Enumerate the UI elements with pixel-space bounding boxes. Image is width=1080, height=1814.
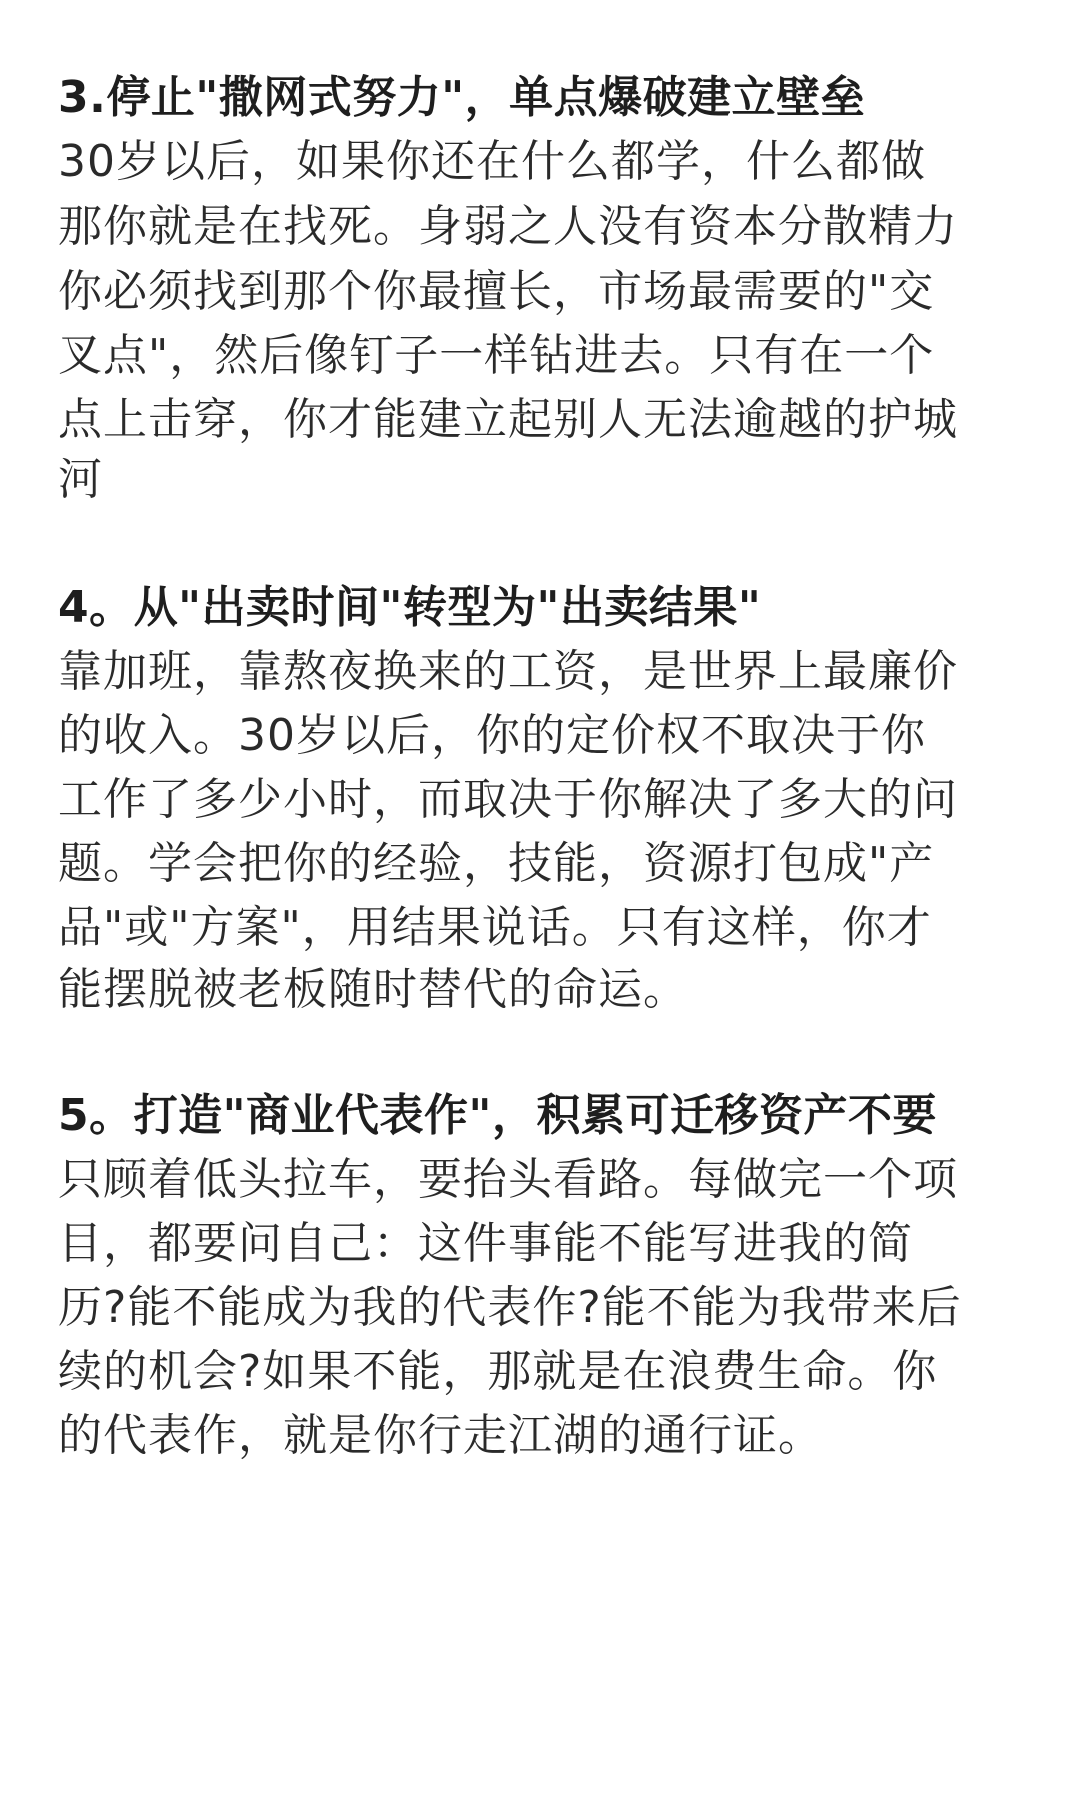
section-3-line-5: 点上击穿，你才能建立起别人无法逾越的护城 [58, 394, 958, 445]
section-3-line-4: 叉点"，然后像钉子一样钻进去。只有在一个 [58, 330, 935, 381]
section-3-heading: 3.停止"撒网式努力"，单点爆破建立壁垒 [58, 72, 866, 123]
section-5-line-4: 续的机会?如果不能，那就是在浪费生命。你 [58, 1346, 938, 1397]
section-4-line-4: 题。学会把你的经验，技能，资源打包成"产 [58, 838, 935, 889]
section-4-line-5: 品"或"方案"，用结果说话。只有这样，你才 [58, 902, 932, 953]
section-3-line-2: 那你就是在找死。身弱之人没有资本分散精力 [58, 201, 958, 252]
section-4-line-6: 能摆脱被老板随时替代的命运。 [58, 964, 688, 1015]
section-4-line-1: 靠加班，靠熬夜换来的工资，是世界上最廉价 [58, 646, 958, 697]
section-5-line-2: 目，都要问自己：这件事能不能写进我的简 [58, 1218, 913, 1269]
section-3-line-3: 你必须找到那个你最擅长，市场最需要的"交 [58, 266, 935, 317]
section-4-heading: 4。从"出卖时间"转型为"出卖结果" [58, 582, 762, 633]
section-5-heading: 5。打造"商业代表作"，积累可迁移资产不要 [58, 1090, 937, 1141]
section-4-line-3: 工作了多少小时，而取决于你解决了多大的问 [58, 774, 958, 825]
section-5-line-3: 历?能不能成为我的代表作?能不能为我带来后 [58, 1282, 962, 1333]
section-5-line-1: 只顾着低头拉车，要抬头看路。每做完一个项 [58, 1154, 958, 1205]
section-4-line-2: 的收入。30岁以后，你的定价权不取决于你 [58, 710, 926, 761]
section-5-line-5: 的代表作，就是你行走江湖的通行证。 [58, 1410, 823, 1461]
section-3-line-6: 河 [58, 454, 103, 505]
section-3-line-1: 30岁以后，如果你还在什么都学，什么都做 [58, 136, 926, 187]
